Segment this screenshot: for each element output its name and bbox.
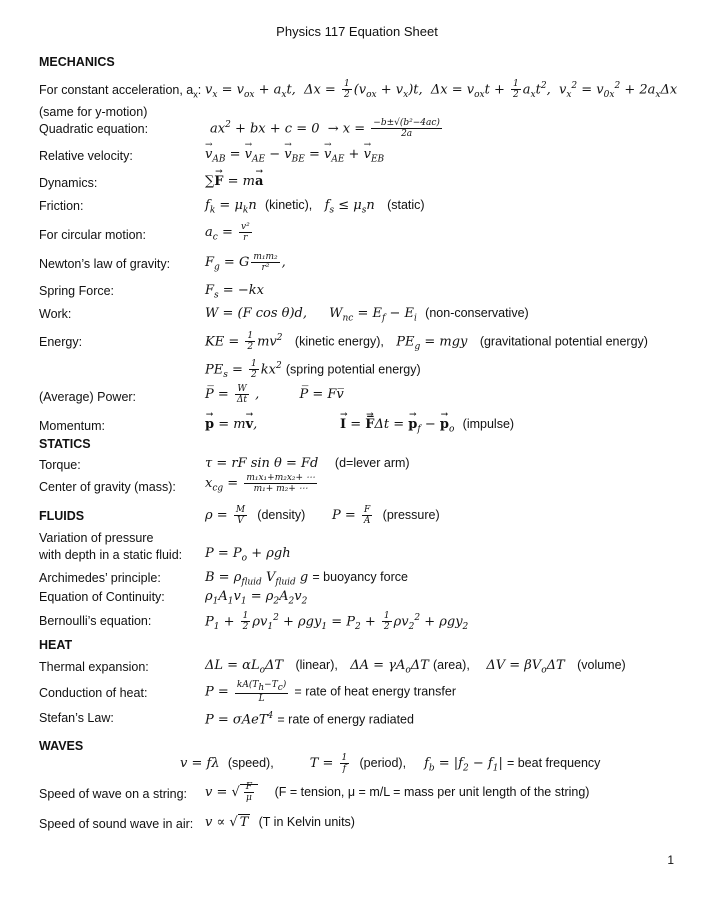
section-waves: WAVES [39,739,84,753]
equation-hydrostatic: $P = P_o + \rho gh$ [205,546,291,564]
equation-circular: $a_c$ = $\frac{\text{v²}}{r}$ [205,222,250,243]
equation-work: W = (F cos θ)d, $W_{nc} = E_f - E_i$ (non-conservative) [205,306,529,324]
equation-impulse: I → = F̅ $\to\Delta t = p \to_f - p \to_o$ (impulse) [340,416,514,439]
label-quadratic: Quadratic equation: [39,122,149,136]
equations-kinematics: $v_x = v_{ox} + a_xt$, Δx = $\frac{1}{2}$ $(v_{ox} + v_x)t$, $\Delta x = v_{ox}t$ + $\frac{1}{2}$ $a_xt^2$, $v_x^2 = v_{0x}^2 + 2a_x\Delta x$ [205,79,678,101]
label-momentum: Momentum: [39,419,105,433]
equation-pressure: P = $\frac{F}{A}$ (pressure) [332,505,440,526]
section-fluids: FLUIDS [39,509,85,523]
equation-spring-force: $F_s = -kx$ [205,283,264,301]
equation-torque: τ = rF sin θ = Fd (d=lever arm) [205,456,410,471]
label-torque: Torque: [39,458,81,472]
label-thermal-expansion: Thermal expansion: [39,660,149,674]
section-statics: STATICS [39,437,91,451]
label-dynamics: Dynamics: [39,176,98,190]
label-gravity: Newton’s law of gravity: [39,257,171,271]
equation-wave-speed: v = fλ (speed), T = $\frac{1}{f}$ (period), $f_b = |f_2 - f_1|$ = beat frequency [180,753,601,774]
equation-gravity: $F_g = G$ $\frac{\text{m₁m₂}}{\text{r²}}$ , [205,252,286,273]
label-circular-motion: For circular motion: [39,228,146,242]
label-continuity: Equation of Continuity: [39,590,165,604]
equation-thermal-expansion: $\Delta L = \alpha L_o\Delta T$ (linear), $\Delta A = \gamma A_o\Delta T$ (area), $\Delta V = \beta V_o\Delta T$ (volume) [205,658,626,676]
label-wave-string: Speed of wave on a string: [39,787,188,801]
page-number: 1 [667,853,674,867]
page-title: Physics 117 Equation Sheet [276,24,438,39]
equation-wave-string: v = √ $\frac{F}{\mu}$ (F = tension, μ = m/L = mass per unit length of the string) [205,782,590,803]
equation-friction: $f_k = \mu_kn$ (kinetic), $f_s \le \mu_sn$ (static) [205,198,425,216]
label-stefan: Stefan’s Law: [39,711,114,725]
label-relative-velocity: Relative velocity: [39,149,133,163]
label-energy: Energy: [39,335,83,349]
label-power: (Average) Power: [39,390,137,404]
label-spring-force: Spring Force: [39,284,115,298]
equation-quadratic: $ax^2$ + bx + c = 0 → x = $\frac{\text{−b±√(b²−4ac)}}{2a}$ [210,118,440,140]
label-pressure-variation: Variation of pressure with depth in a static fluid: [39,531,183,562]
label-wave-sound: Speed of sound wave in air: [39,817,194,831]
label-archimedes: Archimedes’ principle: [39,571,161,585]
equation-wave-sound: v ∝ √ T (T in Kelvin units) [205,815,355,830]
label-conduction: Conduction of heat: [39,686,148,700]
equation-center-of-gravity: $x_{cg}$ = $\frac{\text{m₁x₁+m₂x₂+ ⋯}}{\text{m₁+ m₂+ ⋯}}$ [205,473,315,494]
label-bernoulli: Bernoulli’s equation: [39,614,152,628]
equation-bernoulli: $P_1$ + $\frac{1}{2}$ $\rho v_1^2 + \rho gy_1 = P_2$ + $\frac{1}{2}$ $\rho v_2^2 + \rho gy_2$ [205,611,469,633]
label-work: Work: [39,307,72,321]
equation-archimedes: $B = \rho_{fluid}$ $V_{fluid}$ g = buoyancy force [205,570,408,588]
equation-energy: KE = $\frac{1}{2}$ $mv^2$ (kinetic energy), $PE_g$ = mgy (gravitational potential energy) [205,331,648,353]
equation-stefan: P = σAeT$^4$ = rate of energy radiated [205,711,414,728]
equation-power: P̅ = $\frac{W}{\Delta t}$ , P̅ = Fv̅ [205,384,344,405]
label-friction: Friction: [39,199,84,213]
equation-density: ρ = $\frac{M}{V}$ (density) [205,505,306,526]
section-heat: HEAT [39,638,73,652]
equation-momentum: p → = mv →, [205,416,257,433]
equation-continuity: $\rho_1A_1v_1 = \rho_2A_2v_2$ [205,589,308,607]
equation-spring-energy: $PE_s$ = $\frac{1}{2}$ $kx^2$ (spring potential energy) [205,359,421,381]
label-constant-acceleration: For constant acceleration, $a_x$: (same for y-motion) [39,83,202,119]
section-mechanics: MECHANICS [39,55,115,69]
equation-conduction: P = $\frac{kA(T_h-T_c)}{L}$ = rate of heat energy transfer [205,680,456,704]
label-center-of-gravity: Center of gravity (mass): [39,480,176,494]
equation-dynamics: ∑F → = ma → [205,173,263,190]
equation-relative-velocity: $v \to_{AB} = v \to_{AE} - v \to_{BE} = v \to_{AE} + v \to_{EB}$ [205,146,384,169]
